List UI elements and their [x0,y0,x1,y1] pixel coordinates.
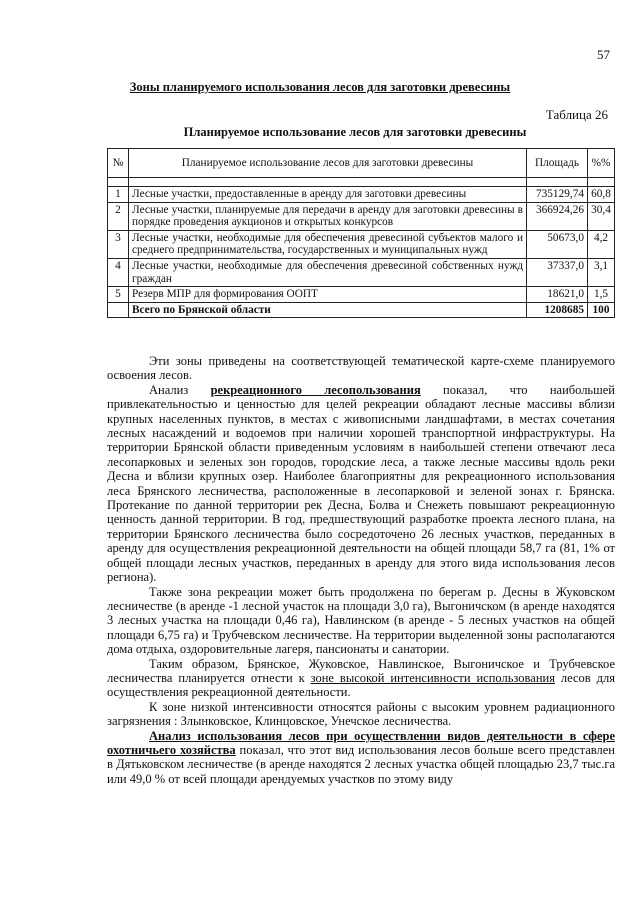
row-description: Резерв МПР для формирования ООПТ [129,287,527,303]
table-row [108,230,615,258]
row-description: Лесные участки, необходимые для обеспечения древесиной собственных нужд граждан [129,258,527,286]
row-area: 366924,26 [527,202,588,230]
table-spacer-row [108,178,615,187]
row-number: 1 [108,187,129,203]
row-percent: 60,8 [588,187,615,203]
table-title: Планируемое использование лесов для заготовки древесины [183,125,527,139]
paragraph-text: показал, что наибольшей привлекательностью и ценностью для целей рекреации обладают лесные массивы вблизи крупных населенных пунктов, в местах с живописными ландшафтами, в местах сочетания лесных насаждений и водоемов при наличии хорошей транспортной инфраструктуры. На территории Брянской области приведенным условиям в наибольшей степени отвечают леса лесопарковых и зеленых зон городов, городские леса, а также лесные массивы вдоль реки Десна и вблизи крупных озер. Наиболее благоприятны для рекреационного использования леса Брянского лесничества, расположенные в лесопарковой и зеленой зонах г. Брянска. Протекание по данной территории рек Десна, Болва и Снежеть повышают рекреационную ценность данной территории. В год, предшествующий разработке проекта лесного плана, на территории Брянского лесничества было сосредоточено 26 лесных участков, переданных в аренду для осуществления рекреационной деятельности на общей площади 58,7 га (81, 1% от общей площади лесных участков, переданных в аренду для этого вида использования лесов региона). [107,382,616,585]
forest-use-table [107,148,615,318]
table-row [108,287,615,303]
body-text [107,354,615,786]
table-row [108,202,615,230]
table-header-row [108,149,615,178]
high-intensity-term: зоне высокой интенсивности использования [310,670,555,685]
row-description: Лесные участки, предоставленные в аренду для заготовки древесины [129,187,527,203]
row-number: 4 [108,258,129,286]
paragraph-text: Анализ [149,382,211,397]
table-total-row [108,302,615,318]
total-percent: 100 [588,302,615,318]
row-number: 5 [108,287,129,303]
paragraph-text: показал, что этот вид использования лесов больше всего представлен в Дятьковском лесничестве (в аренде находятся 2 лесных участка общей площадью 23,7 тыс.га или 49,0 % от всей площади арендуемых участков по этому виду [107,742,615,786]
row-percent: 3,1 [588,258,615,286]
paragraph [107,729,615,787]
table-row [108,187,615,203]
paragraph [107,657,615,700]
paragraph: Эти зоны приведены на соответствующей тематической карте-схеме планируемого освоения лесов. [107,354,615,383]
row-area: 37337,0 [527,258,588,286]
table-row [108,258,615,286]
row-number: 2 [108,202,129,230]
row-area: 735129,74 [527,187,588,203]
header-description: Планируемое использование лесов для заготовки древесины [129,149,527,178]
paragraph-text: лесов для осуществления рекреационной деятельности. [107,670,615,700]
row-percent: 1,5 [588,287,615,303]
header-percent: %% [588,149,615,178]
row-description: Лесные участки, необходимые для обеспечения древесиной субъектов малого и среднего предпринимательства, государственных и муниципальных нужд [129,230,527,258]
page-number: 57 [597,47,610,62]
total-area: 1208685 [527,302,588,318]
row-percent: 30,4 [588,202,615,230]
paragraph: Также зона рекреации может быть продолжена по берегам р. Десны в Жуковском лесничестве (в аренде -1 лесной участок на площади 3,0 га), Выгоничском (в аренде находятся 3 лесных участка на площади 0,46 га), Навлинском (в аренде - 5 лесных участков на общей площади 6,75 га) и Трубчевском лесничестве. На территории выделенной зоны располагаются дома отдыха, оздоровительные лагеря, пансионаты и санатории. [107,584,615,657]
paragraph-text: Таким образом, Брянское, Жуковское, Навлинское, Выгоничское и Трубчевское лесничества планируется отнести к [107,656,615,685]
table-label: Таблица 26 [545,107,608,122]
paragraph: К зоне низкой интенсивности относятся районы с высоким уровнем радиационного загрязнения : Злынковское, Клинцовское, Унечское лесничества. [107,699,615,729]
paragraph [107,383,615,585]
header-number: № [108,149,129,178]
section-title: Зоны планируемого использования лесов для заготовки древесины [129,80,511,94]
row-area: 18621,0 [527,287,588,303]
recreation-term: рекреационного лесопользования [210,382,421,397]
total-number [108,302,129,318]
total-description: Всего по Брянской области [129,302,527,318]
row-number: 3 [108,230,129,258]
hunting-term: Анализ использования лесов при осуществлении видов деятельности в сфере охотничьего хозяйства [107,728,615,757]
row-area: 50673,0 [527,230,588,258]
header-area: Площадь [527,149,588,178]
row-percent: 4,2 [588,230,615,258]
row-description: Лесные участки, планируемые для передачи в аренду для заготовки древесины в порядке проведения аукционов и открытых конкурсов [129,202,527,230]
